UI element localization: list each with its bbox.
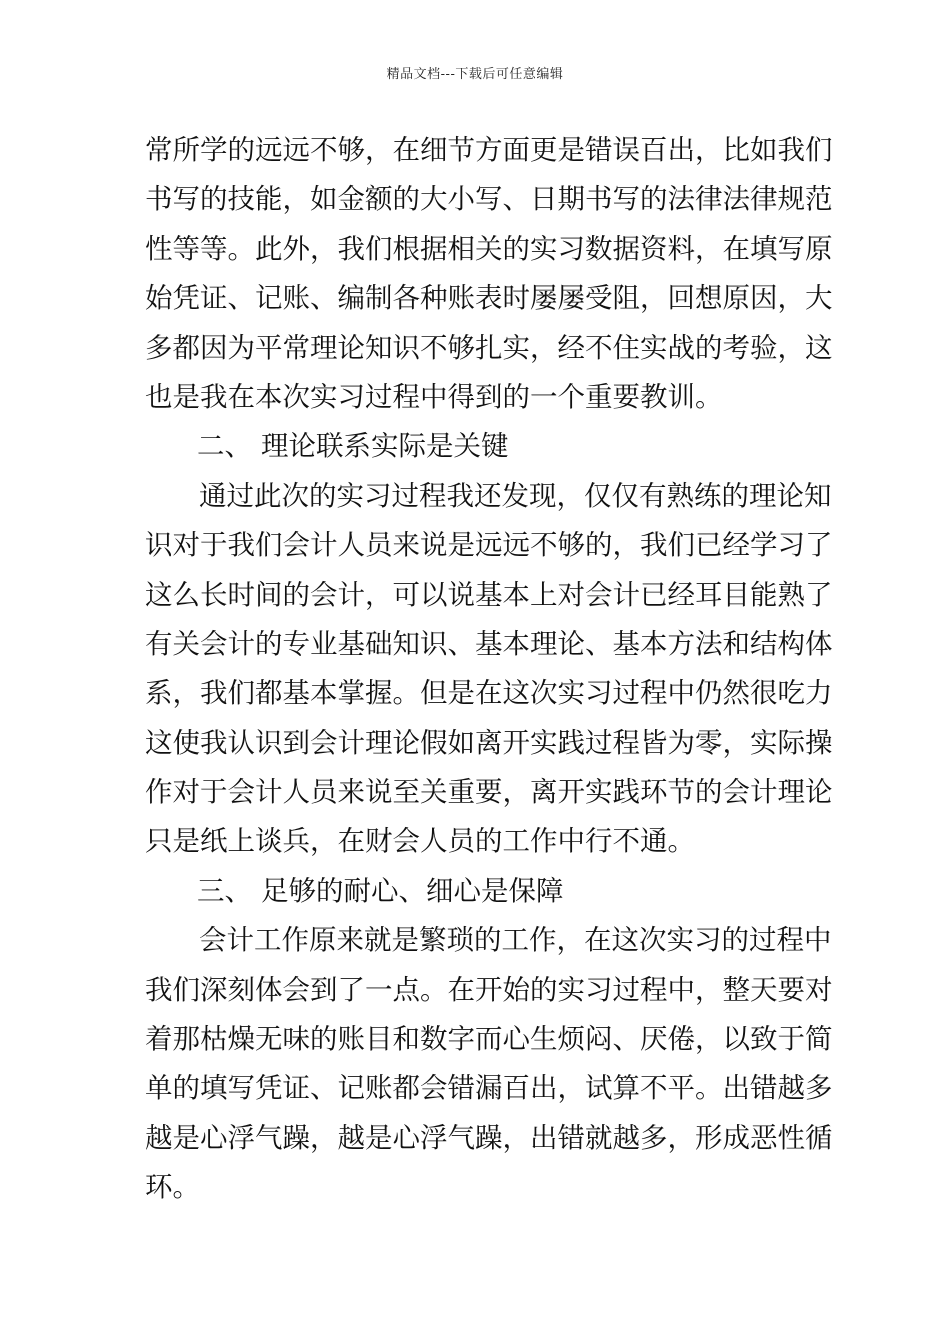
section-number: 二、: [197, 430, 252, 463]
paragraph-2: [145, 472, 833, 867]
text-line: 书写的技能，如金额的大小写、日期书写的法律法律规范: [145, 183, 833, 216]
paragraph-3: [145, 916, 833, 1212]
text-line: 单的填写凭证、记账都会错漏百出，试算不平。出错越多: [145, 1072, 833, 1105]
section-number: 三、: [197, 874, 252, 907]
document-body: [145, 126, 833, 1213]
text-line: 会计工作原来就是繁琐的工作，在这次实习的过程中: [199, 924, 832, 957]
page-header: 精品文档---下载后可任意编辑: [386, 67, 564, 82]
section-title: 足够的耐心、细心是保障: [261, 874, 564, 907]
text-line: 有关会计的专业基础知识、基本理论、基本方法和结构体: [145, 627, 833, 660]
text-line: 性等等。此外，我们根据相关的实习数据资料，在填写原: [145, 232, 833, 265]
text-line: 作对于会计人员来说至关重要，离开实践环节的会计理论: [145, 776, 833, 809]
text-line: 着那枯燥无味的账目和数字而心生烦闷、厌倦，以致于简: [145, 1023, 833, 1056]
text-line: 这么长时间的会计，可以说基本上对会计已经耳目能熟了: [145, 578, 833, 611]
section-heading-3: [145, 867, 807, 916]
text-line: 只是纸上谈兵，在财会人员的工作中行不通。: [145, 825, 695, 858]
section-title: 理论联系实际是关键: [261, 430, 509, 463]
text-line: 这使我认识到会计理论假如离开实践过程皆为零，实际操: [145, 726, 833, 759]
text-line: 系，我们都基本掌握。但是在这次实习过程中仍然很吃力: [145, 677, 833, 710]
text-line: 多都因为平常理论知识不够扎实，经不住实战的考验，这: [145, 331, 833, 364]
text-line: 通过此次的实习过程我还发现，仅仅有熟练的理论知: [199, 479, 832, 512]
text-line: 识对于我们会计人员来说是远远不够的，我们已经学习了: [145, 529, 833, 562]
text-line: 始凭证、记账、编制各种账表时屡屡受阻，回想原因，大: [145, 282, 833, 315]
paragraph-1: [145, 126, 833, 422]
section-heading-2: [145, 422, 807, 471]
text-line: 我们深刻体会到了一点。在开始的实习过程中，整天要对: [145, 973, 833, 1006]
text-line: 环。: [145, 1171, 200, 1204]
text-line: 也是我在本次实习过程中得到的一个重要教训。: [145, 380, 723, 413]
text-line: 越是心浮气躁，越是心浮气躁，出错就越多，形成恶性循: [145, 1121, 833, 1154]
text-line: 常所学的远远不够，在细节方面更是错误百出，比如我们: [145, 134, 833, 166]
